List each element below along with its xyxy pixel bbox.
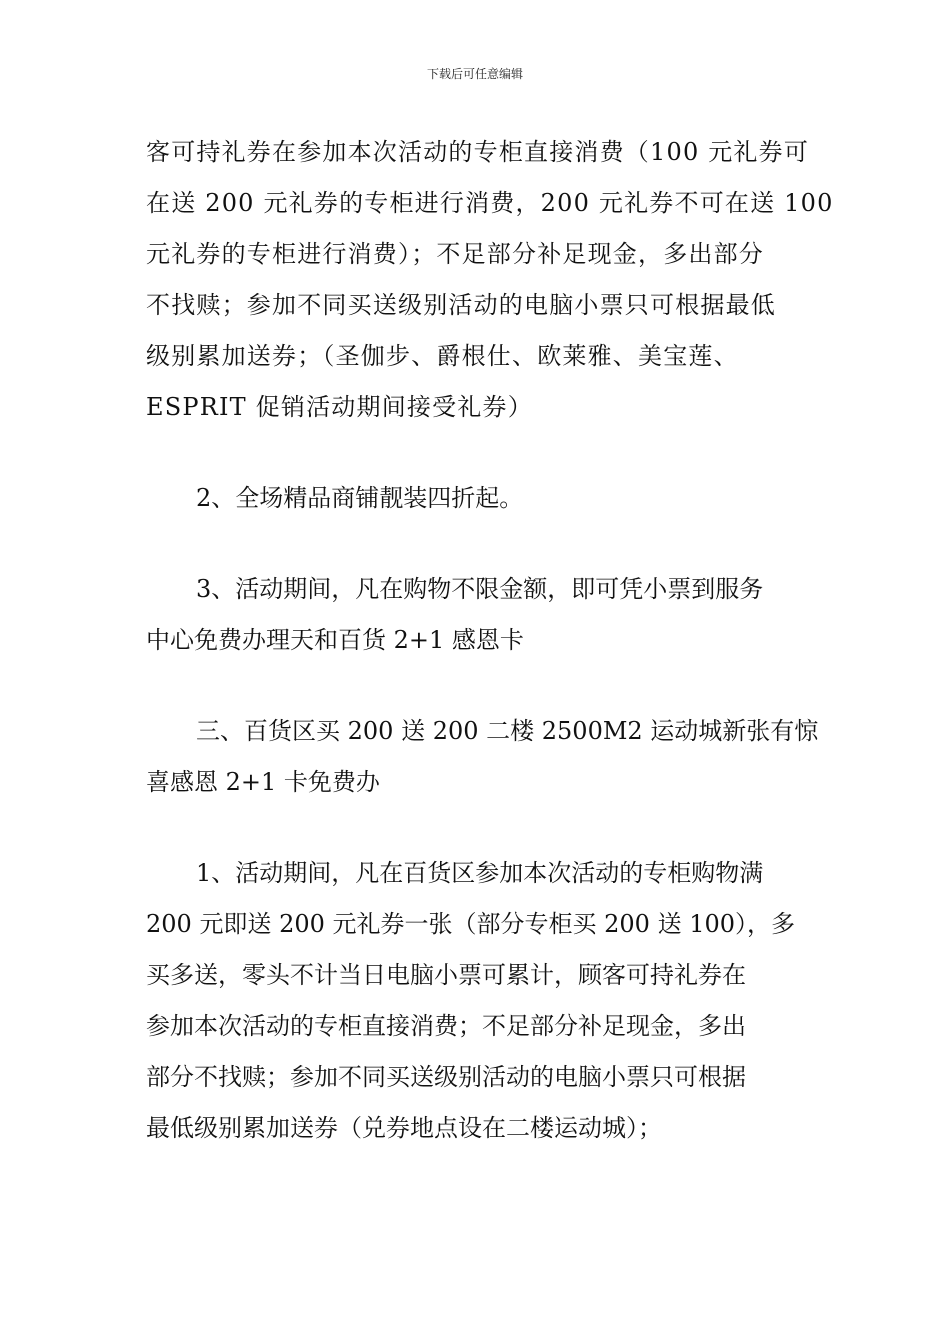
text-line: 三、百货区买 200 送 200 二楼 2500M2 运动城新张有惊 — [196, 717, 819, 745]
text-line: ESPRIT 促销活动期间接受礼券） — [146, 393, 533, 421]
section-heading-3 — [146, 706, 846, 808]
text-line: 喜感恩 2+1 卡免费办 — [146, 768, 380, 796]
page-header: 下载后可任意编辑 — [426, 67, 523, 81]
text-line: 中心免费办理天和百货 2+1 感恩卡 — [146, 626, 524, 654]
text-line: 买多送，零头不计当日电脑小票可累计，顾客可持礼券在 — [146, 961, 746, 989]
text-line: 200 元即送 200 元礼券一张（部分专柜买 200 送 100），多 — [146, 910, 796, 938]
paragraph-item-3 — [146, 564, 846, 666]
text-line: 不找赎；参加不同买送级别活动的电脑小票只可根据最低 — [146, 291, 776, 319]
text-line: 元礼券的专柜进行消费）；不足部分补足现金，多出部分 — [146, 240, 764, 268]
text-line: 1、活动期间，凡在百货区参加本次活动的专柜购物满 — [196, 859, 764, 887]
text-line: 级别累加送券；（圣伽步、爵根仕、欧莱雅、美宝莲、 — [146, 342, 739, 370]
text-line: 3、活动期间，凡在购物不限金额，即可凭小票到服务 — [196, 575, 764, 603]
text-line: 2、全场精品商铺靓装四折起。 — [196, 484, 524, 512]
document-body — [146, 127, 846, 1154]
paragraph-item-1-department — [146, 848, 846, 1154]
paragraph-item-2 — [146, 473, 846, 524]
text-line: 在送 200 元礼券的专柜进行消费，200 元礼券不可在送 100 — [146, 189, 834, 217]
paragraph-gift-voucher-rules — [146, 127, 846, 433]
text-line: 最低级别累加送券（兑券地点设在二楼运动城）； — [146, 1114, 662, 1142]
text-line: 部分不找赎；参加不同买送级别活动的电脑小票只可根据 — [146, 1063, 746, 1091]
text-line: 参加本次活动的专柜直接消费；不足部分补足现金，多出 — [146, 1012, 746, 1040]
text-line: 客可持礼券在参加本次活动的专柜直接消费（100 元礼券可 — [146, 138, 810, 166]
